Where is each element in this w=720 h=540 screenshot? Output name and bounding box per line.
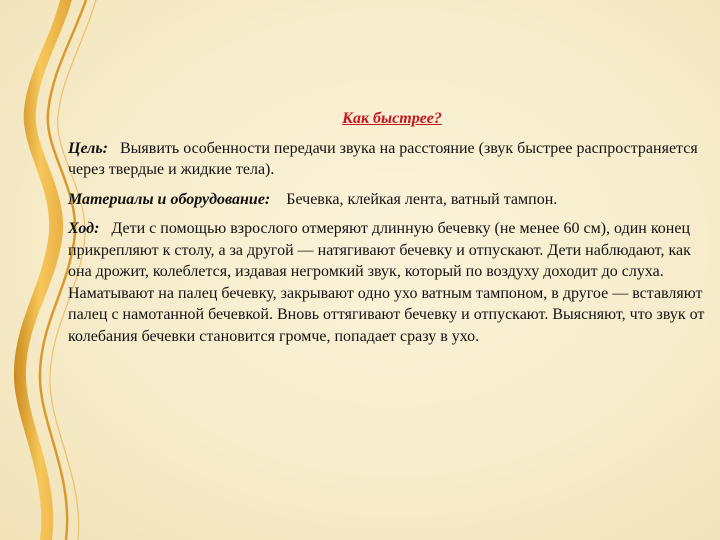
- procedure-paragraph: [68, 218, 710, 347]
- ribbon-shape: [14, 0, 72, 540]
- procedure-label: Ход:: [68, 220, 100, 237]
- slide-title: Как быстрее?: [342, 110, 442, 127]
- goal-text: Выявить особенности передачи звука на расстояние (звук быстрее распространяется через твердые и жидкие тела).: [68, 139, 698, 178]
- slide-content: [68, 108, 710, 355]
- procedure-text: Дети с помощью взрослого отмеряют длинную бечевку (не менее 60 см), один конец прикрепляют к столу, а за другой — натягивают бечевку и отпускают. Дети наблюдают, как она дрожит, колеблется, издавая негромкий звук, который по воздуху доходит до слуха. Наматывают на палец бечевку, закрывают одно ухо ватным тампоном, в другое — вставляют палец с намотанной бечевкой. Вновь оттягивают бечевку и отпускают. Выясняют, что звук от колебания бечевки становится громче, попадает сразу в ухо.: [68, 220, 705, 345]
- materials-label: Материалы и оборудование:: [68, 190, 271, 208]
- goal-label: Цель:: [68, 139, 108, 157]
- goal-paragraph: [68, 138, 710, 181]
- materials-text: Бечевка, клейкая лента, ватный тампон.: [286, 190, 558, 208]
- materials-paragraph: [68, 189, 710, 211]
